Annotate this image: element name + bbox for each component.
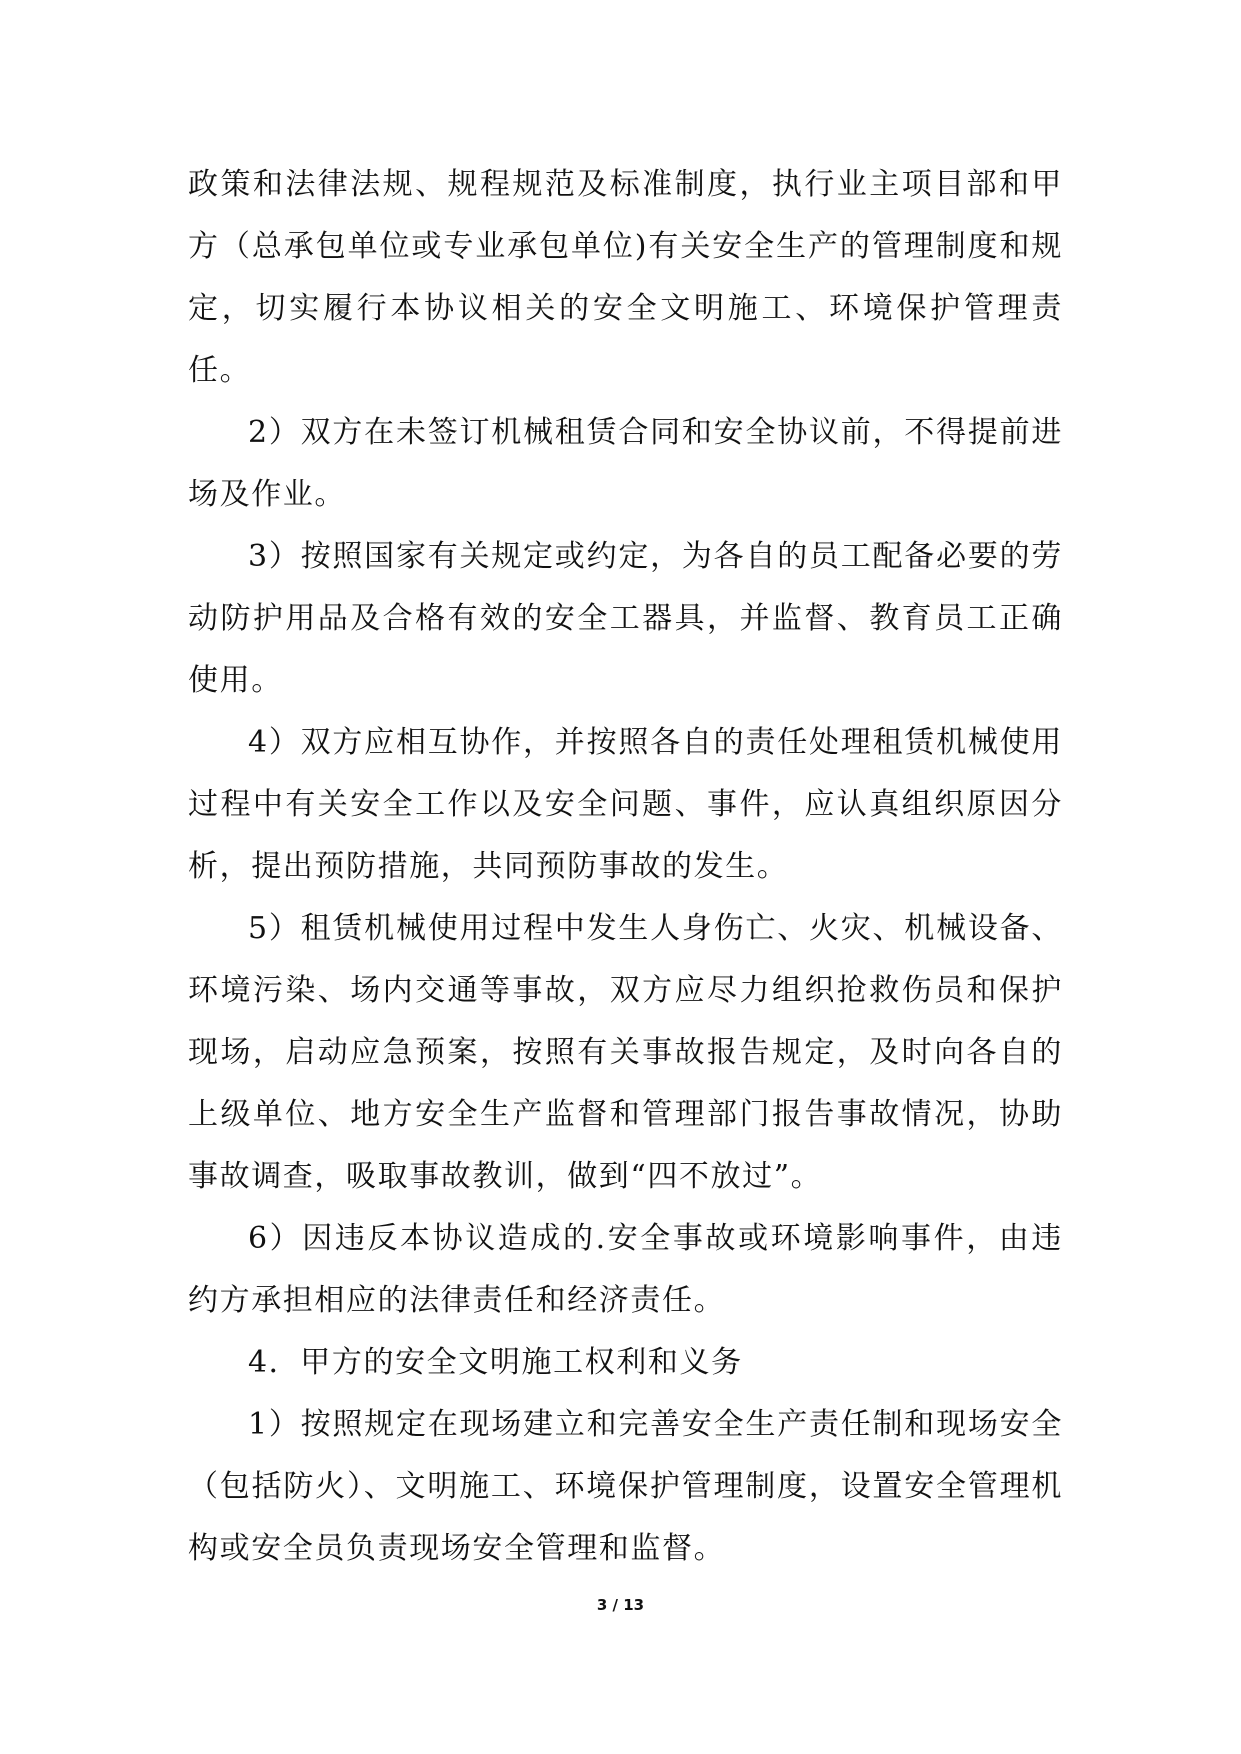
paragraph-2: 2）双方在未签订机械租赁合同和安全协议前，不得提前进场及作业。 (188, 415, 1063, 512)
document-body (188, 154, 1063, 1580)
paragraph-6: 6）因违反本协议造成的.安全事故或环境影响事件，由违约方承担相应的法律责任和经济责任。 (188, 1221, 1063, 1318)
paragraph-1: 政策和法律法规、规程规范及标准制度，执行业主项目部和甲方（总承包单位或专业承包单位)有关安全生产的管理制度和规定，切实履行本协议相关的安全文明施工、环境保护管理责任。 (188, 167, 1063, 388)
paragraph-5: 5）租赁机械使用过程中发生人身伤亡、火灾、机械设备、环境污染、场内交通等事故，双方应尽力组织抢救伤员和保护现场，启动应急预案，按照有关事故报告规定，及时向各自的上级单位、地方安全生产监督和管理部门报告事故情况，协助事故调查，吸取事故教训，做到“四不放过”。 (188, 911, 1063, 1194)
section-heading: 4．甲方的安全文明施工权利和义务 (248, 1345, 743, 1380)
paragraph-7: 1）按照规定在现场建立和完善安全生产责任制和现场安全（包括防火）、文明施工、环境保护管理制度，设置安全管理机构或安全员负责现场安全管理和监督。 (188, 1407, 1063, 1566)
page-number: 3 / 13 (596, 1596, 645, 1614)
paragraph-4: 4）双方应相互协作，并按照各自的责任处理租赁机械使用过程中有关安全工作以及安全问题、事件，应认真组织原因分析，提出预防措施，共同预防事故的发生。 (188, 725, 1063, 884)
paragraph-3: 3）按照国家有关规定或约定，为各自的员工配备必要的劳动防护用品及合格有效的安全工器具，并监督、教育员工正确使用。 (188, 539, 1063, 698)
